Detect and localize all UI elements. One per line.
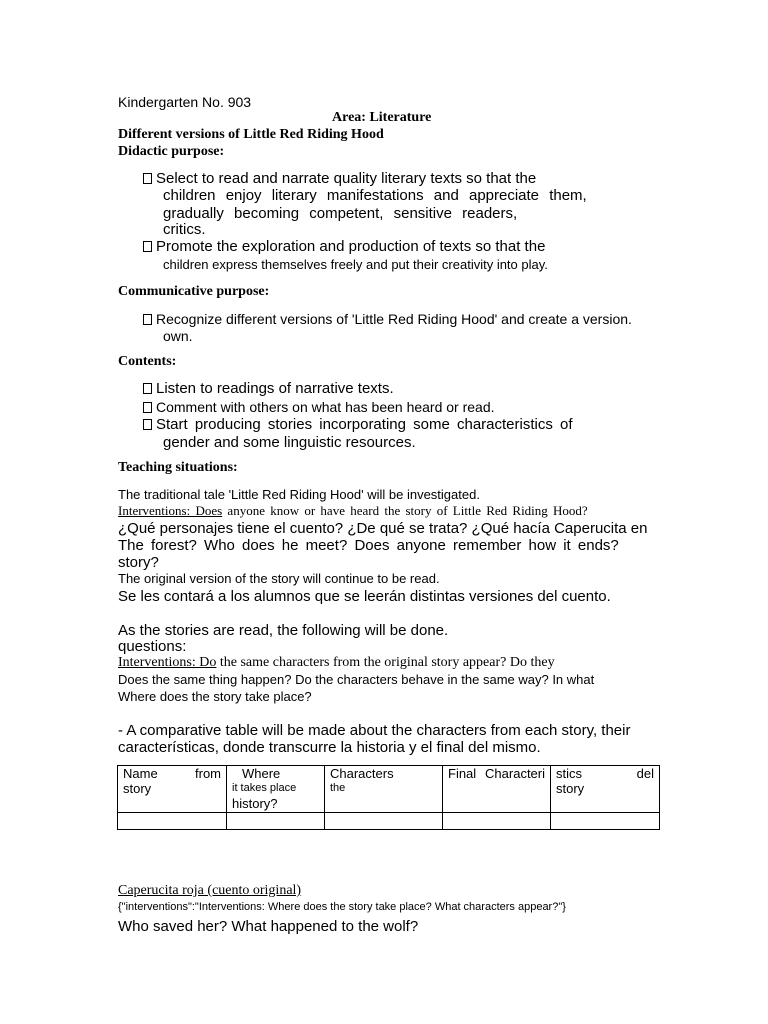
teaching-line-12: Where does the story take place? [118, 689, 312, 704]
table-header-cell: Characters the [325, 766, 443, 813]
teaching-line-7: Se les contará a los alumnos que se leerán distintas versiones del cuento. [118, 588, 611, 605]
bullet-box-icon [143, 383, 152, 394]
table-header-cell: Where it takes place history? [227, 766, 325, 813]
interventions-line-1: Interventions: Does anyone know or have heard the story of Little Red Riding Hood? [118, 503, 588, 518]
teaching-line-1: The traditional tale 'Little Red Riding Hood' will be investigated. [118, 487, 480, 502]
didactic-item-1-line2: children enjoy literary manifestations and appreciate them, [163, 187, 587, 204]
comparative-table [117, 765, 660, 830]
teaching-line-4: The forest? Who does he meet? Does anyone remember how it ends? [118, 537, 619, 554]
teaching-line-9: questions: [118, 638, 187, 655]
school-name: Kindergarten No. 903 [118, 94, 252, 110]
didactic-item-2-line2: children express themselves freely and put their creativity into play. [163, 257, 548, 272]
teaching-line-14: características, donde transcurre la historia y el final del mismo. [118, 739, 541, 756]
teaching-line-5: story? [118, 554, 159, 571]
interventions-json-line: {"interventions":"Interventions: Where does the story take place? What characters appear?"} [118, 901, 566, 913]
interventions-line-2: Interventions: Do the same characters from the original story appear? Do they [118, 655, 555, 670]
table-row [118, 813, 660, 830]
contents-item-3-line2: gender and some linguistic resources. [163, 434, 416, 451]
teaching-line-11: Does the same thing happen? Do the characters behave in the same way? In what [118, 672, 595, 687]
contents-item-1: Listen to readings of narrative texts. [143, 380, 394, 397]
table-cell [227, 813, 325, 830]
didactic-heading: Didactic purpose: [118, 144, 225, 159]
didactic-item-1-line3: gradually becoming competent, sensitive readers, [163, 205, 518, 222]
bullet-box-icon [143, 402, 152, 413]
teaching-line-8: As the stories are read, the following will be done. [118, 622, 449, 639]
teaching-line-3: ¿Qué personajes tiene el cuento? ¿De qué se trata? ¿Qué hacía Caperucita en [118, 520, 648, 537]
didactic-item-1-line4: critics. [163, 221, 206, 238]
communicative-item-1-line2: own. [163, 328, 193, 344]
communicative-item-1: Recognize different versions of 'Little Red Riding Hood' and create a version. [143, 311, 632, 327]
teaching-line-13: - A comparative table will be made about the characters from each story, their [118, 722, 631, 739]
teaching-heading: Teaching situations: [118, 460, 238, 475]
table-cell [118, 813, 227, 830]
table-header-cell: Name from story [118, 766, 227, 813]
table-header-cell: stics del story [551, 766, 660, 813]
bullet-box-icon [143, 241, 152, 252]
teaching-line-6: The original version of the story will continue to be read. [118, 571, 440, 586]
final-question: Who saved her? What happened to the wolf? [118, 918, 419, 935]
section-title-original-tale: Caperucita roja (cuento original) [118, 883, 302, 898]
document-title: Different versions of Little Red Riding Hood [118, 127, 384, 142]
didactic-item-1: Select to read and narrate quality literary texts so that the [143, 170, 536, 187]
bullet-box-icon [143, 314, 152, 325]
bullet-box-icon [143, 173, 152, 184]
area-label: Area: Literature [332, 110, 432, 125]
didactic-item-2: Promote the exploration and production of texts so that the [143, 238, 545, 255]
table-cell [325, 813, 443, 830]
table-cell [551, 813, 660, 830]
table-cell [443, 813, 551, 830]
contents-item-2: Comment with others on what has been heard or read. [143, 399, 495, 415]
communicative-heading: Communicative purpose: [118, 284, 270, 299]
contents-item-3: Start producing stories incorporating some characteristics of [143, 416, 573, 433]
contents-heading: Contents: [118, 354, 177, 369]
table-header-row [118, 766, 660, 813]
bullet-box-icon [143, 419, 152, 430]
table-header-cell: Final Characteri [443, 766, 551, 813]
